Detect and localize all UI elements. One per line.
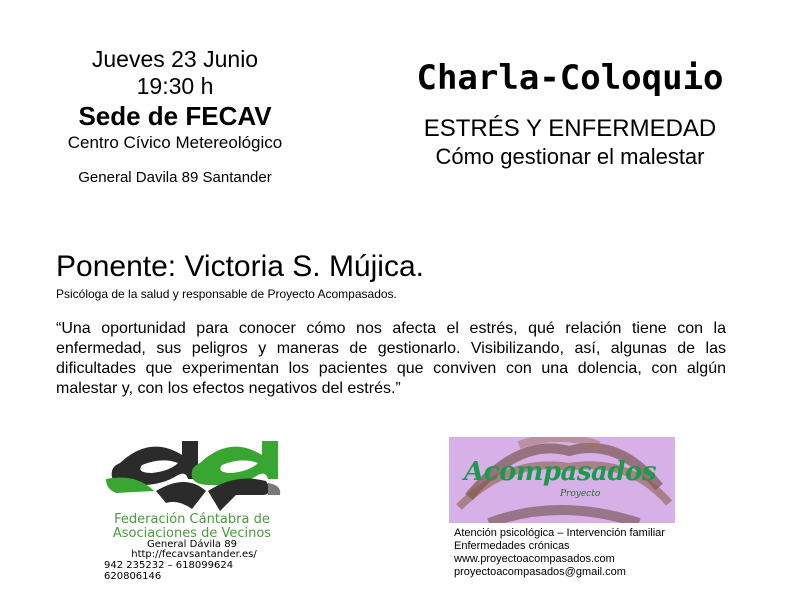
event-venue: Sede de FECAV [78, 101, 272, 131]
talk-topic: ESTRÉS Y ENFERMEDAD [423, 115, 717, 142]
event-time: 19:30 h [136, 73, 214, 99]
fecav-website-link[interactable]: http://fecavsantander.es/ [131, 549, 257, 560]
fecav-name-line1: Federación Cántabra de [114, 512, 270, 527]
talk-subtopic: Cómo gestionar el malestar [435, 144, 705, 169]
acompasados-logo-sub: Proyecto [560, 489, 601, 499]
acompasados-info [454, 527, 665, 579]
event-details [30, 46, 320, 188]
acompasados-website-link[interactable]: www.proyectoacompasados.com [454, 553, 615, 565]
fecav-name [92, 513, 292, 541]
fecav-phone2: 620806146 [104, 571, 162, 582]
acompasados-email-link[interactable]: proyectoacompasados@gmail.com [454, 566, 626, 578]
speaker-name: Ponente: Victoria S. Mújica. [56, 250, 424, 283]
talk-type: Charla-Coloquio [416, 58, 724, 98]
fecav-address: General Dávila 89 [147, 539, 237, 550]
talk-description: “Una oportunidad para conocer cómo nos afecta el estrés, qué relación tiene con la enfermedad, sus peligros y maneras de gestionarlo. Visibilizando, así, algunas de las dificultades que experimentan los pacientes que conviven con una dolencia, con algún malestar y, con los efectos negativos del estrés.” [56, 320, 726, 397]
event-address: General Davila 89 Santander [78, 169, 272, 186]
event-center: Centro Cívico Metereológico [67, 133, 283, 152]
speaker-role: Psicóloga de la salud y responsable de Proyecto Acompasados. [56, 287, 397, 301]
acompasados-chronic: Enfermedades crónicas [454, 540, 570, 552]
talk-title-block [380, 56, 760, 170]
fecav-phones: 942 235232 – 618099624 [104, 560, 234, 571]
acompasados-logo-text: Acompasados [463, 457, 657, 487]
fecav-contact [104, 549, 284, 582]
event-date: Jueves 23 Junio [91, 46, 259, 72]
acompasados-services: Atención psicológica – Intervención familiar [454, 527, 665, 539]
fecav-name-line2: Asociaciones de Vecinos [112, 526, 272, 541]
